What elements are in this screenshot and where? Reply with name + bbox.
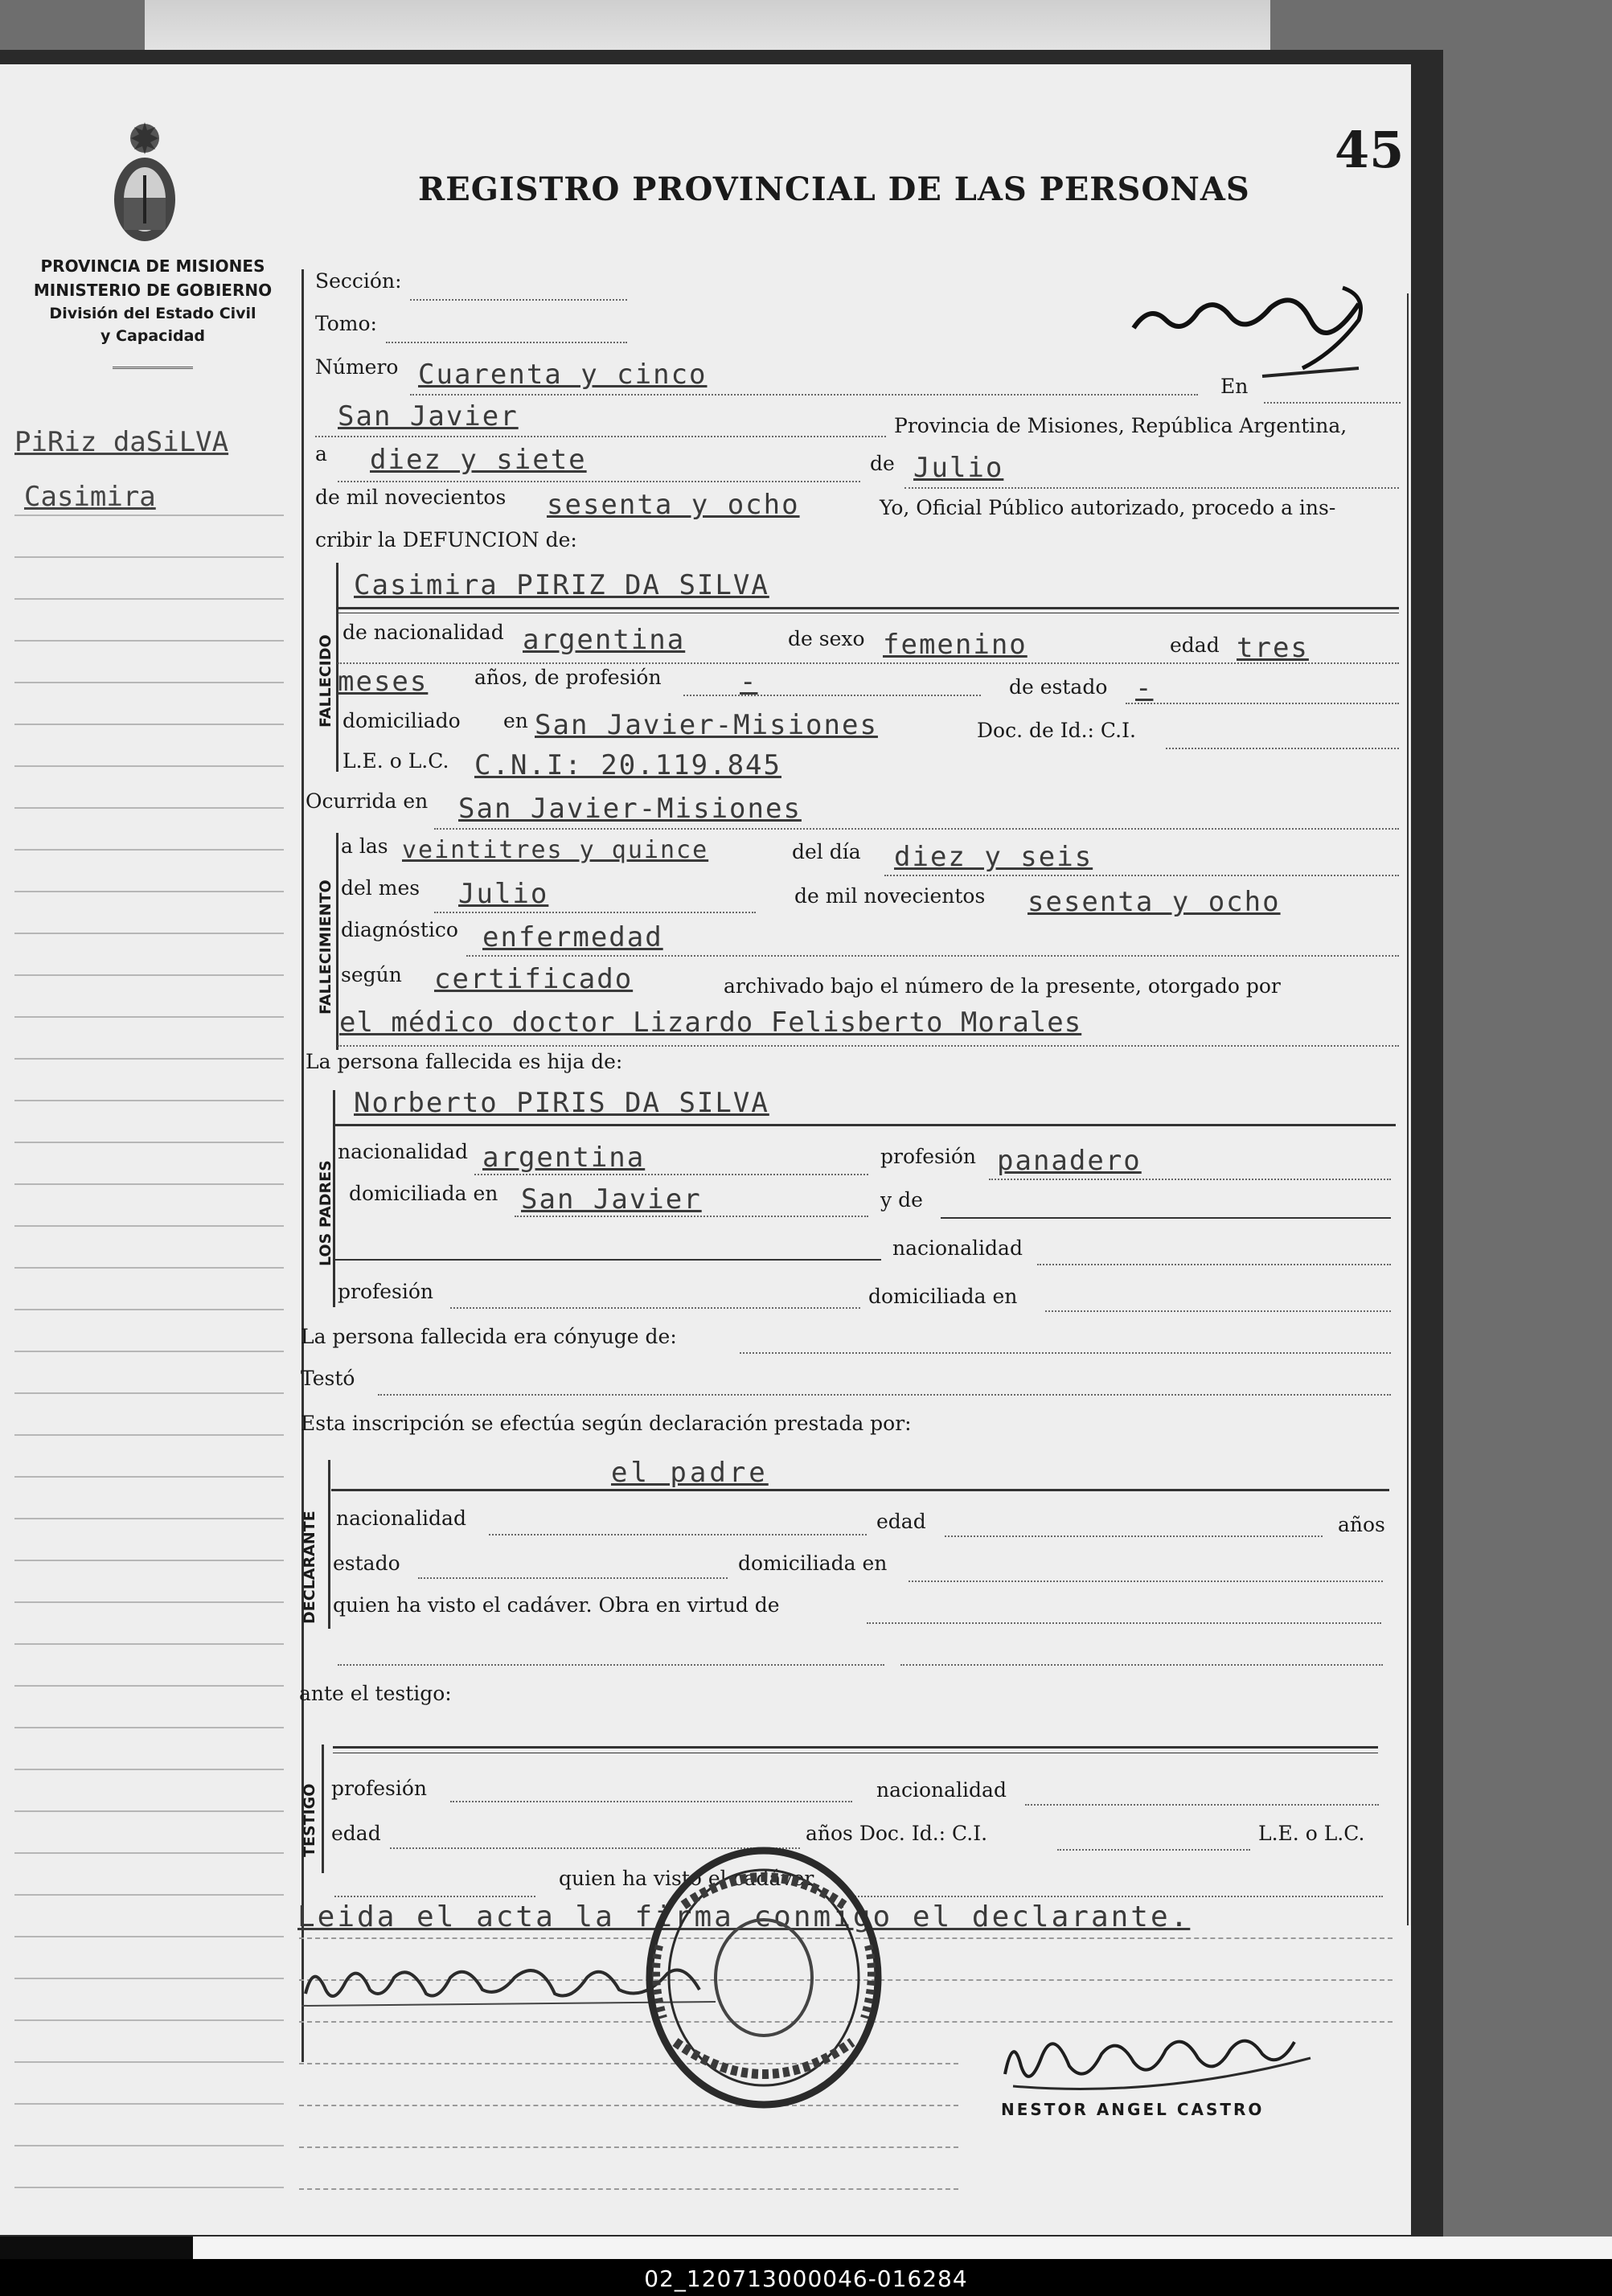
declarante-extra-line-left — [338, 1664, 884, 1666]
issuing-authority — [16, 254, 289, 347]
margin-ruled-line — [14, 2019, 284, 2021]
margin-ruled-line — [14, 2061, 284, 2063]
place-value: San Javier — [338, 400, 519, 433]
margin-ruled-line — [14, 1852, 284, 1854]
tomo-label: Tomo: — [315, 312, 377, 335]
declarante-extra-line-right — [900, 1664, 1383, 1666]
margin-ruled-line — [14, 807, 284, 809]
medico-line — [338, 1045, 1399, 1047]
margin-ruled-line — [14, 2103, 284, 2105]
testigo-intro: ante el testigo: — [299, 1682, 452, 1705]
doc-label: Doc. de Id.: C.I. — [977, 719, 1136, 742]
margin-ruled-line — [14, 1560, 284, 1561]
testigo-nacionalidad-label: nacionalidad — [876, 1778, 1007, 1802]
edad-meses-value: meses — [338, 666, 429, 698]
declarante-rule — [331, 1489, 1389, 1491]
mes-line — [434, 912, 756, 913]
declarante-edad-line — [945, 1535, 1323, 1537]
form-right-border — [1407, 293, 1409, 1925]
margin-ruled-line — [14, 933, 284, 934]
testigo-visto-label: quien ha visto el cadáver — [559, 1867, 814, 1890]
margin-ruled-line — [14, 1267, 284, 1269]
nacionalidad-label: de nacionalidad — [342, 621, 504, 644]
margin-ruled-line — [14, 556, 284, 558]
year-value: sesenta y ocho — [547, 489, 800, 521]
de-mil-label: de mil novecientos — [794, 884, 986, 908]
declarante-bracket — [328, 1460, 330, 1629]
margin-ruled-line — [14, 640, 284, 642]
closing-ruled-line — [299, 2146, 958, 2148]
del-dia-label: del día — [792, 840, 861, 863]
officer-typed-name: NESTOR ANGEL CASTRO — [1001, 2100, 1265, 2119]
diagnostico-value: enfermedad — [482, 921, 663, 953]
authority-line1: PROVINCIA DE MISIONES — [40, 256, 265, 276]
ocurrida-value: San Javier-Misiones — [458, 793, 802, 825]
a-las-label: a las — [341, 834, 388, 858]
page-title: REGISTRO PROVINCIAL DE LAS PERSONAS — [418, 170, 1250, 208]
madre-name-line — [941, 1217, 1391, 1219]
fallecimiento-bracket — [336, 833, 338, 1050]
edad-label: edad — [1170, 633, 1220, 657]
le-value: C.N.I: 20.119.845 — [474, 749, 781, 781]
margin-ruled-line — [14, 1643, 284, 1645]
estado-line — [1126, 703, 1399, 704]
madre-domiciliada-label: domiciliada en — [868, 1285, 1018, 1308]
declarante-estado-line — [418, 1577, 728, 1579]
deceased-name-rule — [338, 607, 1399, 609]
en-line — [1264, 402, 1401, 404]
authority-line4: y Capacidad — [100, 327, 205, 345]
profesion-line — [683, 695, 981, 696]
margin-ruled-line — [14, 1225, 284, 1227]
padre-name: Norberto PIRIS DA SILVA — [354, 1087, 769, 1119]
de-label: de — [870, 452, 895, 475]
profesion-value: - — [740, 666, 758, 698]
diagnostico-line — [466, 955, 1399, 957]
margin-ruled-line — [14, 1142, 284, 1143]
padres-intro: La persona fallecida es hija de: — [306, 1050, 623, 1073]
margin-ruled-line — [14, 1936, 284, 1937]
anios-profesion-label: años, de profesión — [474, 666, 662, 689]
padre-profesion-label: profesión — [880, 1145, 977, 1168]
testo-line — [378, 1394, 1391, 1396]
archivado-text: archivado bajo el número de la presente, otorgado por — [724, 974, 1281, 998]
margin-ruled-line — [14, 515, 284, 516]
margin-ruled-line — [14, 1434, 284, 1436]
nacionalidad-line — [338, 662, 1399, 664]
numero-value: Cuarenta y cinco — [418, 359, 708, 391]
declarante-nacionalidad-label: nacionalidad — [336, 1507, 466, 1530]
nacionalidad-value: argentina — [523, 624, 686, 656]
testigo-nacionalidad-line — [1025, 1804, 1379, 1806]
margin-ruled-line — [14, 1601, 284, 1603]
dia-value: diez y seis — [894, 841, 1093, 873]
declarante-edad-label: edad — [876, 1510, 926, 1533]
margin-ruled-line — [14, 2145, 284, 2146]
bottom-shadow — [0, 2237, 193, 2259]
madre-nacionalidad-line — [1037, 1264, 1391, 1265]
dia-line — [884, 875, 1399, 876]
tomo-line — [386, 342, 627, 343]
month-value: Julio — [913, 452, 1004, 484]
margin-ruled-line — [14, 1392, 284, 1394]
declarante-domiciliada-line — [909, 1581, 1383, 1582]
margin-ruled-line — [14, 1685, 284, 1687]
medico-value: el médico doctor Lizardo Felisberto Morales — [339, 1007, 1082, 1039]
bottom-strip — [193, 2237, 1612, 2259]
testigo-profesion-line — [450, 1801, 852, 1802]
declarante-estado-label: estado — [333, 1552, 400, 1575]
padre-domicilio-value: San Javier — [521, 1183, 702, 1216]
margin-ruled-line — [14, 598, 284, 600]
margin-ruled-line — [14, 1810, 284, 1812]
ocurrida-line — [434, 828, 1399, 830]
domiciliado-label: domiciliado — [342, 709, 461, 732]
doc-line — [1166, 748, 1399, 749]
closing-text: Leida el acta la firma conmigo el declarante. — [297, 1900, 1191, 1933]
testigo-rule — [333, 1746, 1378, 1749]
sexo-label: de sexo — [788, 627, 865, 650]
declarante-visto-label: quien ha visto el cadáver. Obra en virtud de — [333, 1593, 780, 1617]
testigo-edad-label: edad — [331, 1822, 381, 1845]
en-label: En — [1220, 375, 1249, 398]
del-mes-label: del mes — [341, 876, 420, 900]
province-text: Provincia de Misiones, República Argentina, — [894, 414, 1347, 437]
declarante-visto-line — [867, 1622, 1381, 1624]
margin-ruled-line — [14, 2187, 284, 2188]
anio-value: sesenta y ocho — [1027, 886, 1281, 918]
margin-ruled-line — [14, 1769, 284, 1770]
testigo-visto-line-left — [334, 1896, 535, 1897]
margin-ruled-line — [14, 1518, 284, 1519]
testigo-le-label: L.E. o L.C. — [1258, 1822, 1365, 1845]
madre-nacionalidad-label: nacionalidad — [892, 1236, 1023, 1260]
authority-underline — [113, 367, 193, 369]
inscribe-text: cribir la DEFUNCION de: — [315, 528, 577, 551]
margin-ruled-line — [14, 1351, 284, 1352]
y-de-label: y de — [880, 1188, 923, 1212]
declarante-value: el padre — [611, 1457, 769, 1489]
padres-bracket — [333, 1090, 335, 1307]
testigo-bracket — [322, 1745, 324, 1873]
mes-value: Julio — [458, 878, 549, 910]
padre-nacionalidad-value: argentina — [482, 1142, 646, 1174]
testigo-doc-line — [1057, 1849, 1250, 1851]
segun-label: según — [341, 963, 402, 986]
edad-value: tres — [1237, 632, 1309, 664]
closing-ruled-line — [299, 2188, 958, 2190]
hora-value: veintitres y quince — [402, 836, 709, 864]
inscripcion-label: Esta inscripción se efectúa según declaración prestada por: — [301, 1412, 912, 1435]
testigo-visto-line-right — [852, 1896, 1383, 1897]
year-prefix: de mil novecientos — [315, 486, 507, 509]
declarante-anios-label: años — [1338, 1513, 1385, 1536]
margin-ruled-line — [14, 1978, 284, 1979]
place-line — [315, 436, 886, 437]
margin-ruled-line — [14, 1894, 284, 1896]
madre-domiciliada-line — [1045, 1310, 1391, 1312]
declarante-nacionalidad-line — [489, 1534, 867, 1535]
numero-line — [410, 394, 1198, 396]
margin-ruled-line — [14, 1183, 284, 1185]
padres-section-label: LOS PADRES — [317, 1160, 334, 1266]
ocurrida-label: Ocurrida en — [306, 789, 429, 813]
deceased-name: Casimira PIRIZ DA SILVA — [354, 569, 769, 601]
month-line — [904, 487, 1399, 489]
fallecimiento-section-label: FALLECIMIENTO — [317, 879, 334, 1015]
margin-ruled-line — [14, 849, 284, 851]
padre-domiciliada-label: domiciliada en — [349, 1182, 498, 1205]
declarante-domiciliada-label: domiciliada en — [738, 1552, 888, 1575]
margin-ruled-line — [14, 1476, 284, 1478]
official-seal-stamp — [635, 1841, 892, 2114]
testigo-profesion-label: profesión — [331, 1777, 428, 1800]
sexo-value: femenino — [883, 629, 1027, 661]
segun-value: certificado — [434, 963, 634, 995]
fallecido-section-label: FALLECIDO — [317, 634, 334, 728]
diagnostico-label: diagnóstico — [341, 918, 458, 941]
margin-ruled-line — [14, 1309, 284, 1310]
day-value: diez y siete — [370, 444, 587, 476]
testigo-anios-doc-label: años Doc. Id.: C.I. — [806, 1822, 988, 1845]
numero-label: Número — [315, 355, 399, 379]
margin-ruled-line — [14, 974, 284, 976]
folio-number: 45 — [1335, 121, 1405, 179]
seccion-label: Sección: — [315, 269, 402, 293]
le-label: L.E. o L.C. — [342, 749, 449, 773]
padre-nacionalidad-label: nacionalidad — [338, 1140, 468, 1163]
padre-profesion-value: panadero — [997, 1145, 1142, 1177]
margin-ruled-line — [14, 1727, 284, 1728]
padre-name-rule — [334, 1124, 1396, 1126]
margin-ruled-line — [14, 891, 284, 892]
seccion-line — [410, 299, 627, 301]
image-id-caption: 02_120713000046-016284 — [644, 2265, 968, 2292]
day-line — [338, 481, 860, 482]
margin-ruled-line — [14, 765, 284, 767]
margin-ruled-line — [14, 1058, 284, 1060]
conyuge-line — [740, 1352, 1391, 1354]
madre-profesion-line — [450, 1307, 860, 1309]
madre-nacionalidad-line-left — [334, 1259, 881, 1261]
a-label: a — [315, 442, 327, 465]
padre-nacionalidad-line — [474, 1174, 868, 1175]
conyuge-label: La persona fallecida era cónyuge de: — [301, 1325, 677, 1348]
authority-line3: División del Estado Civil — [49, 305, 256, 322]
declarante-section-label: DECLARANTE — [301, 1511, 318, 1624]
authority-line2: MINISTERIO DE GOBIERNO — [33, 281, 273, 300]
testigo-section-label: TESTIGO — [301, 1783, 318, 1857]
margin-given-name: Casimira — [24, 481, 156, 513]
testo-label: Testó — [301, 1367, 355, 1390]
margin-surname: PiRiz daSiLVA — [14, 426, 229, 458]
domicilio-en-label: en — [503, 709, 528, 732]
estado-label: de estado — [1009, 675, 1108, 699]
margin-ruled-line — [14, 1016, 284, 1018]
domicilio-value: San Javier-Misiones — [535, 709, 878, 741]
madre-profesion-label: profesión — [338, 1280, 434, 1303]
officer-text: Yo, Oficial Público autorizado, procedo a ins- — [880, 496, 1336, 519]
margin-ruled-line — [14, 724, 284, 725]
padre-domicilio-line — [515, 1216, 868, 1217]
coat-of-arms-icon — [105, 119, 185, 248]
margin-ruled-line — [14, 1100, 284, 1101]
margin-ruled-line — [14, 682, 284, 683]
padre-profesion-line — [989, 1179, 1391, 1180]
estado-value: - — [1135, 672, 1154, 704]
